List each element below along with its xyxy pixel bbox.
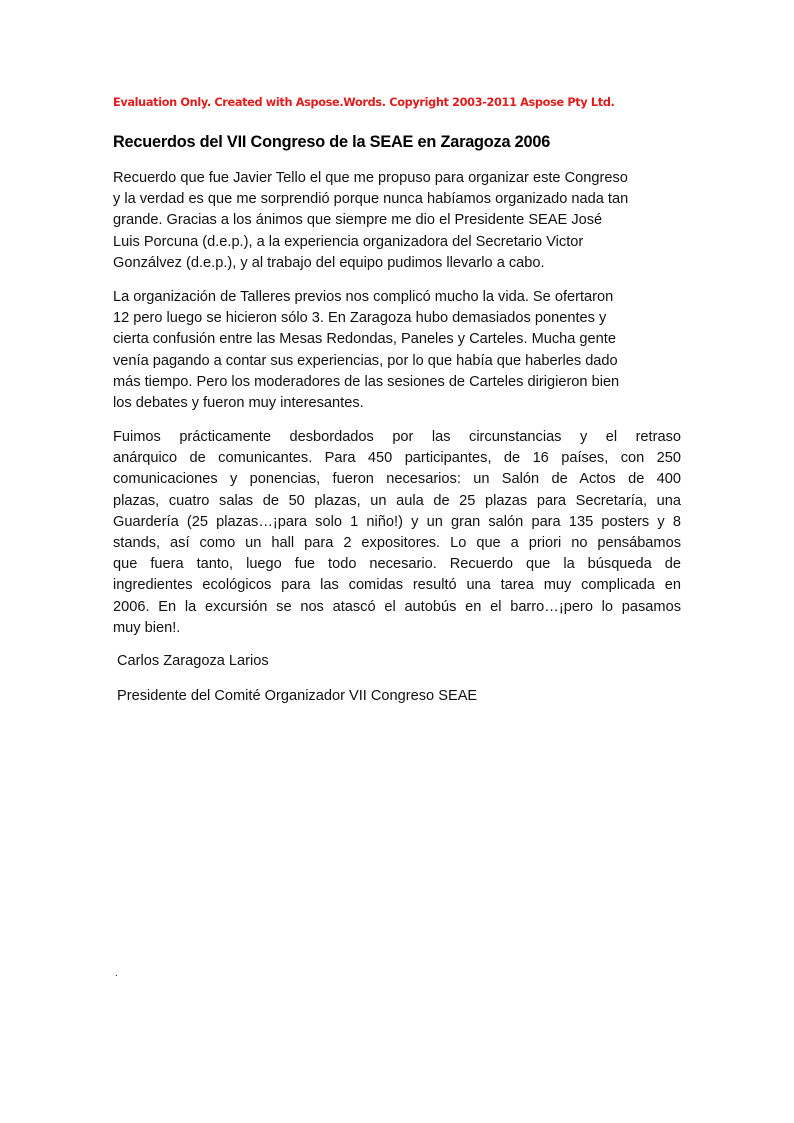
paragraph-1 (113, 168, 681, 274)
paragraph-line: ingredientes ecológicos para las comidas resultó una tarea muy complicada en (113, 577, 681, 594)
paragraph-2 (113, 287, 681, 414)
paragraph-line: Fuimos prácticamente desbordados por las circunstancias y el retraso (113, 429, 681, 445)
paragraph-line: La organización de Talleres previos nos complicó mucho la vida. Se ofertaron (113, 289, 614, 305)
paragraph-line: Recuerdo que fue Javier Tello el que me propuso para organizar este Congreso (113, 170, 628, 186)
paragraph-line: stands, así como un hall para 2 expositores. Lo que a priori no pensábamos (113, 535, 681, 552)
footer-mark: . (115, 968, 118, 979)
paragraph-line: más tiempo. Pero los moderadores de las sesiones de Carteles dirigieron bien (113, 373, 620, 390)
paragraph-line: Luis Porcuna (d.e.p.), a la experiencia organizadora del Secretario Victor (113, 233, 584, 250)
document-title: Recuerdos del VII Congreso de la SEAE en Zaragoza 2006 (113, 133, 551, 151)
paragraph-line: plazas, cuatro salas de 50 plazas, un aula de 25 plazas para Secretaría, una (113, 492, 681, 509)
paragraph-line: Gonzálvez (d.e.p.), y al trabajo del equipo pudimos llevarlo a cabo. (113, 254, 545, 271)
paragraph-line: 2006. En la excursión se nos atascó el autobús en el barro…¡pero lo pasamos (113, 598, 681, 615)
evaluation-watermark: Evaluation Only. Created with Aspose.Words. Copyright 2003-2011 Aspose Pty Ltd. (113, 96, 615, 109)
signature-name: Carlos Zaragoza Larios (117, 653, 269, 669)
paragraph-line: comunicaciones y ponencias, fueron necesarios: un Salón de Actos de 400 (113, 471, 681, 488)
paragraph-line: cierta confusión entre las Mesas Redondas, Paneles y Carteles. Mucha gente (113, 331, 616, 348)
paragraph-line: venía pagando a contar sus experiencias, por lo que había que haberles dado (113, 352, 618, 369)
paragraph-line: los debates y fueron muy interesantes. (113, 395, 364, 412)
paragraph-line: 12 pero luego se hicieron sólo 3. En Zaragoza hubo demasiados ponentes y (113, 310, 607, 327)
paragraph-line: muy bien!. (113, 619, 181, 636)
paragraph-line: que fuera tanto, luego fue todo necesario. Recuerdo que la búsqueda de (113, 556, 681, 573)
paragraph-line: grande. Gracias a los ánimos que siempre me dio el Presidente SEAE José (113, 212, 603, 229)
paragraph-line: y la verdad es que me sorprendió porque nunca habíamos organizado nada tan (113, 191, 629, 208)
paragraph-line: anárquico de comunicantes. Para 450 participantes, de 16 países, con 250 (113, 450, 681, 467)
signature-role: Presidente del Comité Organizador VII Congreso SEAE (117, 688, 478, 704)
paragraph-3 (113, 427, 681, 639)
paragraph-line: Guardería (25 plazas…¡para solo 1 niño!) y un gran salón para 135 posters y 8 (113, 513, 681, 530)
